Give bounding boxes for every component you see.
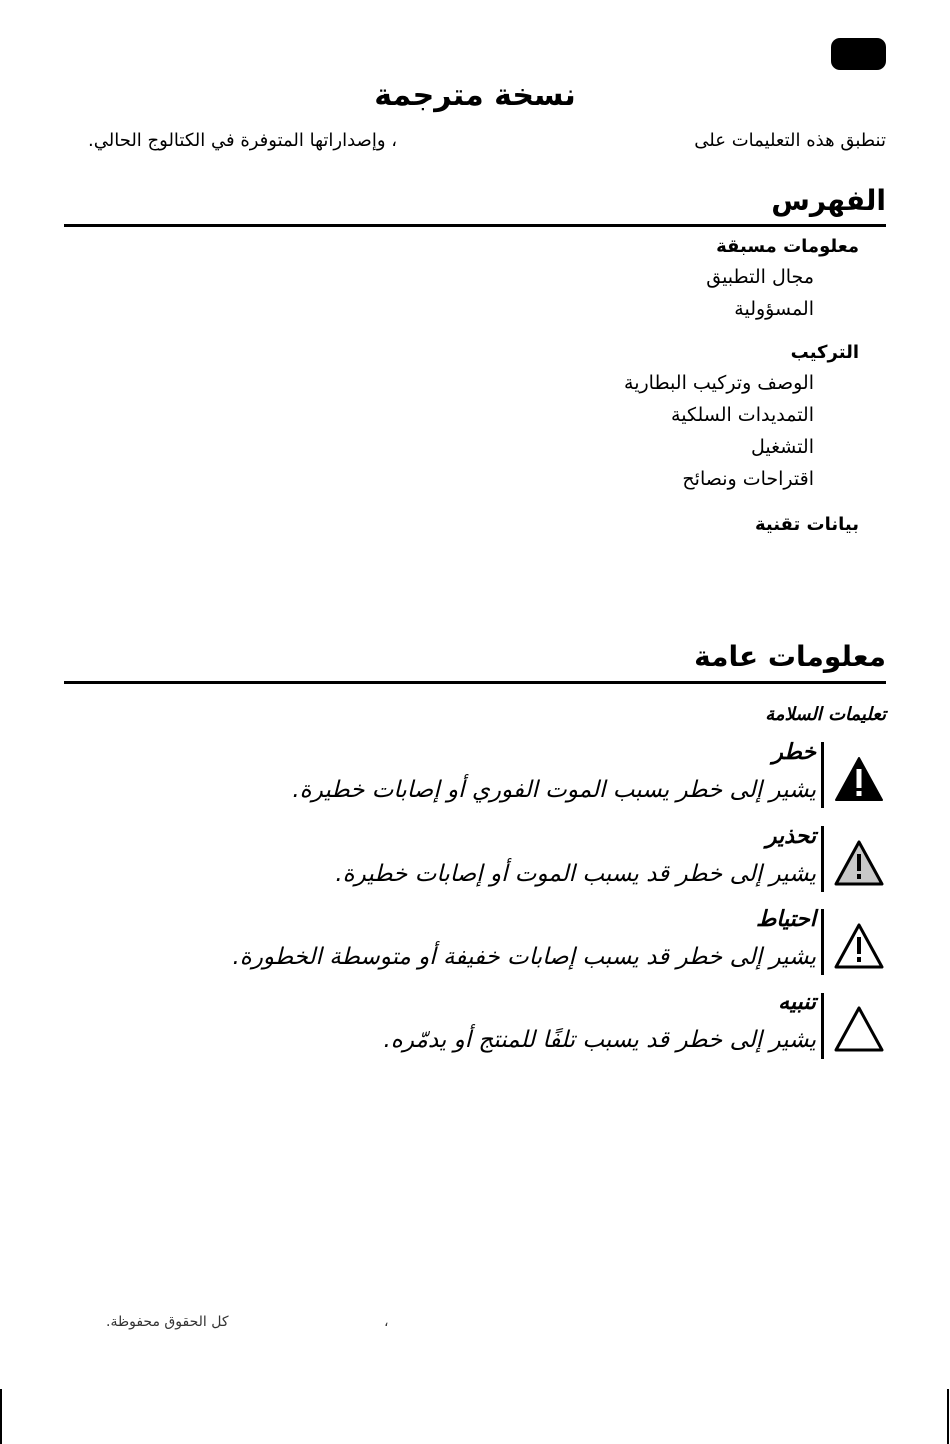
signal-title-notice: تنبيه [778,990,816,1015]
toc-section-technical-data[interactable]: بيانات تقنية [754,514,859,535]
signal-title-danger: خطر [772,740,816,765]
intro-text-start: تنطبق هذه التعليمات على [694,130,886,151]
general-divider [64,681,886,684]
toc-heading: الفهرس [771,184,886,217]
signal-text-danger: يشير إلى خطر يسبب الموت الفوري أو إصابات خطيرة. [292,777,816,803]
toc-item-scope[interactable]: مجال التطبيق [706,266,814,288]
general-heading: معلومات عامة [694,640,886,673]
warning-icon [834,839,884,887]
signal-divider [821,826,824,892]
toc-item-wiring[interactable]: التمديدات السلكية [671,404,814,426]
toc-item-tips[interactable]: اقتراحات ونصائح [682,468,814,490]
footer-rights: كل الحقوق محفوظة. [106,1314,229,1330]
safety-heading: تعليمات السلامة [765,704,886,725]
signal-title-warning: تحذير [765,824,816,849]
signal-divider [821,909,824,975]
caution-icon [834,922,884,970]
toc-item-battery[interactable]: الوصف وتركيب البطارية [624,372,814,394]
danger-icon [834,755,884,803]
signal-text-warning: يشير إلى خطر قد يسبب الموت أو إصابات خطيرة. [335,861,816,887]
page-title: نسخة مترجمة [374,78,576,113]
toc-item-liability[interactable]: المسؤولية [734,298,814,320]
crop-mark-right [947,1389,949,1444]
toc-section-prerequisites[interactable]: معلومات مسبقة [716,236,859,257]
toc-section-installation[interactable]: التركيب [790,342,859,363]
intro-text-end: ، وإصداراتها المتوفرة في الكتالوج الحالي. [88,130,398,151]
page-badge [831,38,886,70]
signal-title-caution: احتياط [755,907,816,932]
signal-text-notice: يشير إلى خطر قد يسبب تلفًا للمنتج أو يدمّره. [383,1027,816,1053]
crop-mark-left [0,1389,2,1444]
signal-text-caution: يشير إلى خطر قد يسبب إصابات خفيفة أو متوسطة الخطورة. [232,944,816,970]
notice-icon [834,1005,884,1053]
toc-item-operation[interactable]: التشغيل [750,436,814,458]
footer-comma: ، [384,1314,389,1330]
toc-divider [64,224,886,227]
signal-divider [821,742,824,808]
signal-divider [821,993,824,1059]
